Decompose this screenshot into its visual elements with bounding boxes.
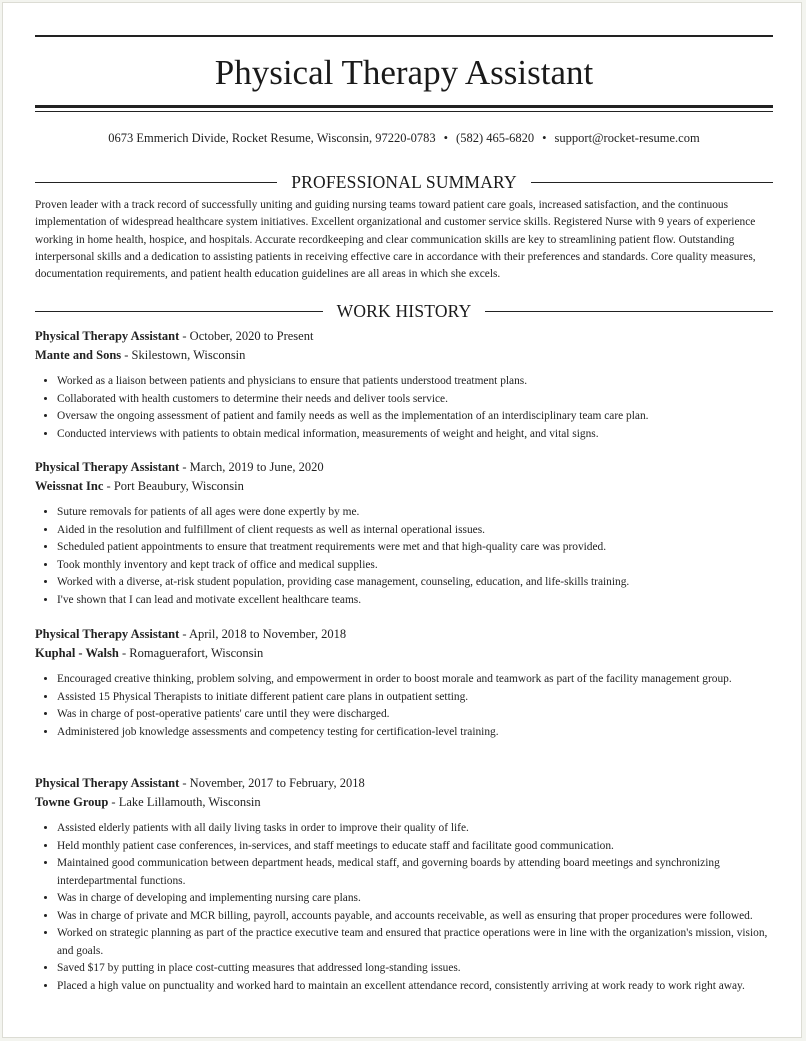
job-company: Mante and Sons — [35, 348, 122, 362]
job-company-line — [35, 477, 773, 496]
job-title: Physical Therapy Assistant — [35, 627, 180, 641]
list-item: • Worked on strategic planning as part of the practice executive team and ensured that practice operations were in line with the organization's mission, vision, and goals. — [57, 925, 773, 960]
list-item: • Encouraged creative thinking, problem solving, and empowerment in order to boost morale and teamwork as part of the facility management group. — [57, 671, 773, 689]
list-item: • Conducted interviews with patients to obtain medical information, measurements of weight and height, and vital signs. — [57, 426, 773, 444]
job-location: - Lake Lillamouth, Wisconsin — [108, 795, 261, 809]
list-item: • I've shown that I can lead and motivate excellent healthcare teams. — [57, 592, 773, 610]
list-item: • Held monthly patient case conferences, in-services, and staff meetings to educate staff and facilitate good communication. — [57, 838, 773, 856]
job-company-line — [35, 793, 773, 812]
heading-rule — [531, 182, 773, 183]
job-entry — [35, 625, 773, 741]
list-item: • Was in charge of private and MCR billing, payroll, accounts payable, and accounts receivable, as well as ensuring that proper procedures were followed. — [57, 908, 773, 926]
job-bullets — [35, 671, 773, 741]
job-company-line — [35, 346, 773, 365]
heading-rule — [35, 311, 323, 312]
page-title: Physical Therapy Assistant — [214, 53, 594, 92]
title-rule-thick — [35, 105, 773, 108]
list-item: • Maintained good communication between department heads, medical staff, and governing boards by attending board meetings and synchronizing interdepartmental functions. — [57, 855, 773, 890]
summary-heading-label: PROFESSIONAL SUMMARY — [291, 171, 517, 192]
contact-phone: (582) 465-6820 — [456, 131, 535, 145]
job-dates: - October, 2020 to Present — [179, 329, 314, 343]
contact-separator: • — [542, 131, 547, 145]
job-bullets — [35, 373, 773, 443]
list-item: • Administered job knowledge assessments and competency testing for certification-level training. — [57, 724, 773, 742]
contact-email: support@rocket-resume.com — [554, 131, 700, 145]
summary-heading — [35, 171, 773, 193]
work-history-heading — [35, 300, 773, 322]
job-title: Physical Therapy Assistant — [35, 776, 180, 790]
summary-text: Proven leader with a track record of successfully uniting and guiding nursing teams toward patient care goals, increased satisfaction, and the continuous implementation of widespread healthcare system initiatives. Excellent organizational and customer service skills. Registered Nurse with 9 years of experience working in home health, hospice, and hospitals. Accurate recordkeeping and clear communication skills are key to streamlining patient flow. Outstanding interpersonal skills and a dedication to assisting patients in receiving effective care in accordance with their preferences and standards. Core quality measures, documentation requirements, and patient health education guidelines are all areas in which she excels. — [35, 199, 756, 281]
job-title-line — [35, 625, 773, 644]
heading-rule — [485, 311, 773, 312]
list-item: • Collaborated with health customers to determine their needs and deliver tools service. — [57, 391, 773, 409]
job-entry — [35, 458, 773, 609]
top-rule — [35, 35, 773, 37]
job-entry — [35, 774, 773, 995]
list-item: • Assisted elderly patients with all daily living tasks in order to improve their quality of life. — [57, 820, 773, 838]
list-item: • Took monthly inventory and kept track of office and medical supplies. — [57, 557, 773, 575]
list-item: • Was in charge of post-operative patients' care until they were discharged. — [57, 706, 773, 724]
job-title-line — [35, 774, 773, 793]
contact-line — [35, 129, 773, 147]
list-item: • Was in charge of developing and implementing nursing care plans. — [57, 890, 773, 908]
job-company: Weissnat Inc — [35, 479, 104, 493]
list-item: • Worked as a liaison between patients and physicians to ensure that patients understood treatment plans. — [57, 373, 773, 391]
job-dates: - March, 2019 to June, 2020 — [179, 460, 324, 474]
list-item: • Aided in the resolution and fulfillment of client requests as well as internal operational issues. — [57, 522, 773, 540]
list-item: • Suture removals for patients of all ages were done expertly by me. — [57, 504, 773, 522]
job-company-line — [35, 644, 773, 663]
job-dates: - November, 2017 to February, 2018 — [179, 776, 365, 790]
list-item: • Worked with a diverse, at-risk student population, providing case management, counseling, education, and life-skills training. — [57, 574, 773, 592]
list-item: • Oversaw the ongoing assessment of patient and family needs as well as the implementation of an interdisciplinary team care plan. — [57, 408, 773, 426]
job-title: Physical Therapy Assistant — [35, 329, 180, 343]
job-title-line — [35, 327, 773, 346]
job-bullets — [35, 820, 773, 995]
job-dates: - April, 2018 to November, 2018 — [179, 627, 347, 641]
list-item: • Placed a high value on punctuality and worked hard to maintain an excellent attendance record, consistently arriving at work ready to work right away. — [57, 978, 773, 996]
heading-rule — [35, 182, 277, 183]
resume-page — [2, 2, 802, 1038]
contact-separator: • — [443, 131, 449, 145]
job-location: - Skilestown, Wisconsin — [121, 348, 246, 362]
job-company: Kuphal - Walsh — [35, 646, 119, 660]
list-item: • Saved $17 by putting in place cost-cutting measures that addressed long-standing issues. — [57, 960, 773, 978]
job-entry — [35, 327, 773, 443]
contact-address: 0673 Emmerich Divide, Rocket Resume, Wisconsin, 97220-0783 — [108, 131, 436, 145]
title-rule-thin — [35, 111, 773, 112]
job-title: Physical Therapy Assistant — [35, 460, 180, 474]
list-item: • Assisted 15 Physical Therapists to initiate different patient care plans in outpatient setting. — [57, 689, 773, 707]
job-location: - Romaguerafort, Wisconsin — [118, 646, 264, 660]
job-location: - Port Beaubury, Wisconsin — [103, 479, 244, 493]
job-bullets — [35, 504, 773, 609]
job-company: Towne Group — [35, 795, 109, 809]
list-item: • Scheduled patient appointments to ensure that treatment requirements were met and that high-quality care was provided. — [57, 539, 773, 557]
job-title-line — [35, 458, 773, 477]
work-history-heading-label: WORK HISTORY — [336, 300, 472, 321]
